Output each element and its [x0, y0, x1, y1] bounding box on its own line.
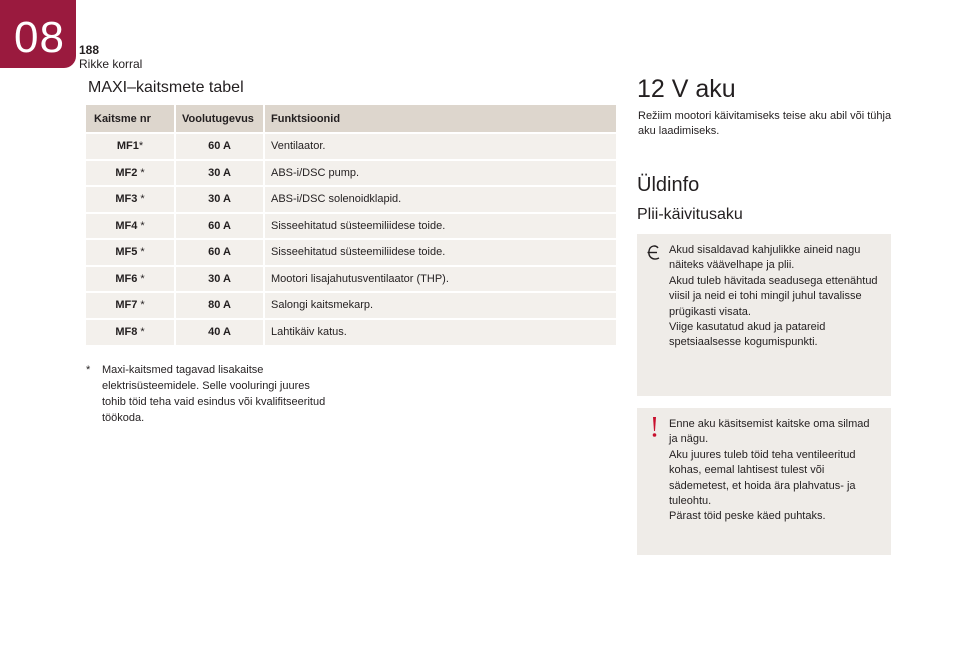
- fuse-star: *: [137, 299, 145, 312]
- environment-notice-line: Akud sisaldavad kahjulikke aineid nagu näiteks väävelhape ja plii.: [669, 244, 861, 272]
- fuse-amperage: 60 A: [175, 133, 264, 160]
- fuse-amperage: 30 A: [175, 186, 264, 213]
- fuse-table: [86, 105, 616, 345]
- warning-notice-line: Enne aku käsitsemist kaitske oma silmad ja nägu.: [669, 418, 870, 446]
- environment-notice-line: Akud tuleb hävitada seadusega ettenähtud viisil ja neid ei tohi mingil juhul tavalisse prügikasti visata.: [669, 274, 878, 318]
- fuse-function: Sisseehitatud süsteemiliidese toide.: [264, 239, 616, 266]
- table-row: [86, 186, 616, 213]
- fuse-id-cell: [86, 292, 175, 319]
- column-header: Kaitsme nr: [86, 105, 175, 133]
- fuse-id-cell: [86, 213, 175, 240]
- fuse-star: *: [137, 193, 145, 206]
- fuse-id-cell: [86, 266, 175, 293]
- table-row: [86, 133, 616, 160]
- fuse-function: Sisseehitatud süsteemiliidese toide.: [264, 213, 616, 240]
- chapter-title: Rikke korral: [79, 57, 143, 71]
- fuse-amperage: 30 A: [175, 160, 264, 187]
- fuse-function: ABS-i/DSC pump.: [264, 160, 616, 187]
- environment-notice-line: Viige kasutatud akud ja patareid spetsiaalsesse kogumispunkti.: [669, 321, 826, 349]
- fuse-id-cell: [86, 186, 175, 213]
- fuse-function: ABS-i/DSC solenoidklapid.: [264, 186, 616, 213]
- table-row: [86, 266, 616, 293]
- table-row: [86, 213, 616, 240]
- fuse-star: *: [137, 166, 145, 179]
- fuse-id: MF5: [115, 246, 138, 259]
- warning-notice-line: Pärast töid peske käed puhtaks.: [669, 510, 826, 523]
- general-info-heading: Üldinfo: [637, 174, 700, 196]
- fuse-amperage: 80 A: [175, 292, 264, 319]
- section-title: MAXI–kaitsmete tabel: [88, 79, 244, 96]
- fuse-function: Salongi kaitsmekarp.: [264, 292, 616, 319]
- fuse-id: MF2: [115, 166, 138, 179]
- fuse-id: MF8: [115, 326, 138, 339]
- fuse-id-cell: [86, 160, 175, 187]
- battery-intro: Režiim mootori käivitamiseks teise aku abil või tühja aku laadimiseks.: [638, 110, 892, 137]
- table-row: [86, 160, 616, 187]
- warning-notice-line: Aku juures tuleb töid teha ventileeritud kohas, eemal lahtisest tulest või sädemetest, et hoida ära plahvatus- ja tuleohtu.: [669, 448, 856, 508]
- recycle-icon: [645, 242, 663, 264]
- fuse-amperage: 40 A: [175, 319, 264, 346]
- fuse-star: *: [137, 219, 145, 232]
- warning-exclamation-icon: [645, 416, 663, 438]
- fuse-amperage: 60 A: [175, 213, 264, 240]
- fuse-star: *: [137, 272, 145, 285]
- fuse-function: Lahtikäiv katus.: [264, 319, 616, 346]
- fuse-function: Mootori lisajahutusventilaator (THP).: [264, 266, 616, 293]
- chapter-number: 08: [14, 13, 65, 62]
- column-header: Funktsioonid: [264, 105, 616, 133]
- footnote: [86, 362, 326, 426]
- fuse-star: *: [137, 246, 145, 259]
- fuse-id: MF4: [115, 219, 138, 232]
- fuse-star: *: [138, 140, 144, 153]
- page-number: 188: [79, 43, 100, 57]
- battery-title: 12 V aku: [637, 75, 736, 103]
- table-header-row: [86, 105, 616, 133]
- fuse-amperage: 60 A: [175, 239, 264, 266]
- fuse-id: MF3: [115, 193, 138, 206]
- column-header: Voolutugevus: [175, 105, 264, 133]
- fuse-amperage: 30 A: [175, 266, 264, 293]
- footnote-mark: *: [86, 364, 91, 376]
- fuse-id-cell: [86, 133, 175, 160]
- fuse-star: *: [137, 326, 145, 339]
- fuse-id: MF6: [115, 272, 138, 285]
- fuse-id-cell: [86, 239, 175, 266]
- fuse-id-cell: [86, 319, 175, 346]
- lead-battery-heading: Plii-käivitusaku: [637, 206, 743, 223]
- table-row: [86, 292, 616, 319]
- table-row: [86, 319, 616, 346]
- chapter-tab: [0, 0, 76, 68]
- fuse-id: MF7: [115, 299, 138, 312]
- environment-notice: [637, 234, 891, 396]
- warning-notice: [637, 408, 891, 555]
- footnote-text: Maxi-kaitsmed tagavad lisakaitse elektrisüsteemidele. Selle vooluringi juures tohib töid teha vaid esindus või kvalifitseeritud töökoda.: [102, 364, 326, 424]
- fuse-function: Ventilaator.: [264, 133, 616, 160]
- table-row: [86, 239, 616, 266]
- fuse-id: MF1: [116, 140, 139, 153]
